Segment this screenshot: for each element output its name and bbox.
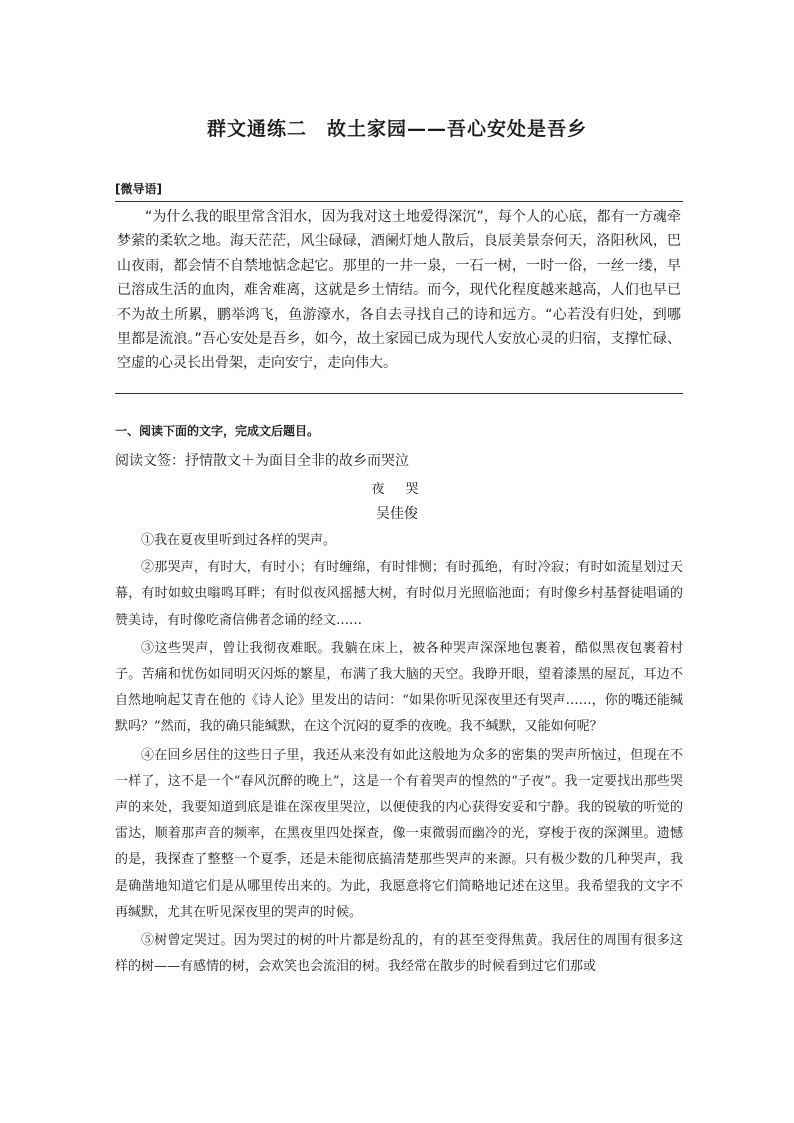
question-heading: 一、阅读下面的文字，完成文后题目。: [115, 424, 320, 438]
essay-title: 夜 哭: [371, 482, 423, 497]
intro-box: [115, 201, 683, 394]
essay-body: [115, 528, 683, 982]
essay-paragraph-1: ①我在夏夜里听到过各样的哭声。: [141, 533, 337, 548]
essay-paragraph-4: ④在回乡居住的这些日子里，我还从来没有如此这般地为众多的密集的哭声所恼过，但现在不一样了，这不是一个“春风沉醉的晚上”，这是一个有着哭声的惶然的“子夜”。我一定要找出那些哭声的来处，我要知道到底是谁在深夜里哭泣，以便使我的内心获得安妥和宁静。我的锐敏的听觉的雷达，顺着那声音的频率，在黑夜里四处探查，像一束微弱而幽冷的光，穿梭于夜的深渊里。遗憾的是，我探查了整整一个夏季，还是未能彻底搞清楚那些哭声的来源。只有极少数的几种哭声，我是确凿地知道它们是从哪里传出来的。为此，我愿意将它们简略地记述在这里。我希望我的文字不再缄默，尤其在听见深夜里的哭声的时候。: [115, 747, 683, 920]
intro-text: “为什么我的眼里常含泪水，因为我对这土地爱得深沉”，每个人的心底，都有一方魂牵梦萦的柔软之地。海天茫茫，风尘碌碌，酒阑灯灺人散后，良辰美景奈何天，洛阳秋风，巴山夜雨，都会情不自禁地惦念起它。那里的一井一泉，一石一树，一时一俗，一丝一缕，早已溶成生活的血肉，难舍难离，这就是乡土情结。而今，现代化程度越来越高，人们也早已不为故土所累，鹏举鸿飞，鱼游濠水，各自去寻找自己的诗和远方。“心若没有归处，到哪里都是流浪。”吾心安处是吾乡，如今，故土家园已成为现代人安放心灵的归宿，支撑忙碌、空虚的心灵长出骨架，走向安宁，走向伟大。: [117, 209, 681, 372]
essay-paragraph-5: ⑤树曾定哭过。因为哭过的树的叶片都是纷乱的，有的甚至变得焦黄。我居住的周围有很多这样的树——有感情的树，会欢笑也会流泪的树。我经常在散步的时候看到过它们那或: [115, 933, 683, 975]
reading-note: 阅读文签：抒情散文＋为面目全非的故乡而哭泣: [115, 453, 409, 469]
essay-author: 吴佳俊: [376, 506, 418, 522]
essay-paragraph-3: ③这些哭声，曾让我彻夜难眠。我躺在床上，被各种哭声深深地包裹着，酷似黑夜包裹着村子。苦痛和忧伤如同明灭闪烁的繁星，布满了我大脑的天空。我睁开眼，望着漆黑的屋瓦，耳边不自然地响起艾青在他的《诗人论》里发出的诘问：“如果你听见深夜里还有哭声……，你的嘴还能缄默吗？”然而，我的确只能缄默，在这个沉闷的夏季的夜晚。我不缄默，又能如何呢？: [115, 640, 683, 735]
essay-paragraph-2: ②那哭声，有时大，有时小；有时缠绵，有时悱恻；有时孤绝，有时冷寂；有时如流星划过天幕，有时如蚊虫嗡鸣耳畔；有时似夜风摇撼大树，有时似月光照临池面；有时像乡村基督徒唱诵的赞美诗，有时像吃斋信佛者念诵的经文……: [115, 560, 683, 628]
page-title: 群文通练二 故土家园——吾心安处是吾乡: [206, 118, 587, 140]
intro-label: [微导语]: [115, 182, 162, 196]
